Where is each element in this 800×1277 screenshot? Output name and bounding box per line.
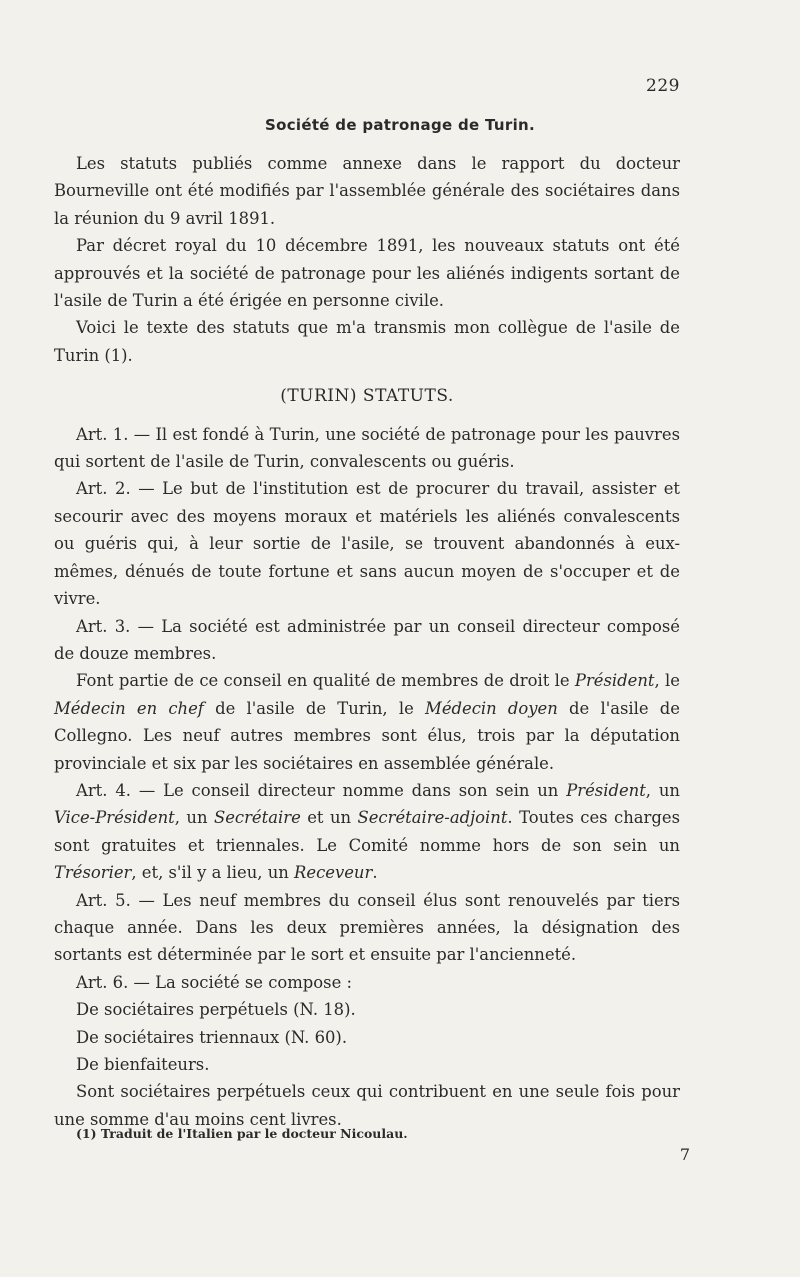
text-run: , le xyxy=(654,671,680,691)
role-tresorier: Trésorier xyxy=(54,863,132,883)
text-run: de l'asile de Collegno. Les neuf autres membres sont élus, trois par la députation provinciale et six par les sociétaires en assemblée générale. xyxy=(54,698,680,773)
article-1: Art. 1. — Il est fondé à Turin, une société de patronage pour les pauvres qui sortent de l'asile de Turin, convalescents ou guéris. xyxy=(54,424,680,472)
text-run: , un xyxy=(174,808,214,828)
intro-paragraph-2: Par décret royal du 10 décembre 1891, les nouveaux statuts ont été approuvés et la société de patronage pour les aliénés indigents sortant de l'asile de Turin a été érigée en personne civile. xyxy=(54,236,680,311)
article-2: Art. 2. — Le but de l'institution est de procurer du travail, assister et secourir avec des moyens moraux et matériels les aliénés convalescents ou guéris qui, à leur sortie de l'asile, se trouvent abandonnés à eux-mêmes, dénués de toute fortune et sans aucun moyen de s'occuper et de vivre. xyxy=(54,479,680,609)
article-3: Art. 3. — La société est administrée par un conseil directeur composé de douze membres. xyxy=(54,616,680,663)
article-6-item: De sociétaires triennaux (N. 60). xyxy=(76,1027,348,1047)
intro-paragraph-1: Les statuts publiés comme annexe dans le rapport du docteur Bourneville ont été modifiés par l'assemblée générale des sociétaires dans la réunion du 9 avril 1891. xyxy=(54,154,680,228)
article-5: Art. 5. — Les neuf membres du conseil élus sont renouvelés par tiers chaque année. Dans les deux premières années, la désignation des sortants est déterminée par le sort et ensuite par l'ancienneté. xyxy=(54,890,680,965)
body-text xyxy=(54,150,680,1133)
text-run: . Toutes ces charges sont gratuites et triennales. Le Comité nomme hors de son sein un xyxy=(54,808,680,855)
article-6: Art. 6. — La société se compose : xyxy=(76,972,353,992)
role-medecin-chef: Médecin en chef xyxy=(54,698,204,718)
role-president: Président xyxy=(574,671,655,691)
article-6-item: De sociétaires perpétuels (N. 18). xyxy=(76,1000,356,1020)
text-run: . xyxy=(372,863,378,883)
text-run: et un xyxy=(300,808,358,828)
text-run: Font partie de ce conseil en qualité de membres de droit le xyxy=(76,671,575,691)
role-secretaire: Secrétaire xyxy=(213,808,301,828)
role-vice-president: Vice-Président xyxy=(54,808,175,828)
text-run: de l'asile de Turin, le xyxy=(203,698,426,718)
article-6-conclusion: Sont sociétaires perpétuels ceux qui contribuent en une seule fois pour une somme d'au moins cent livres. xyxy=(54,1082,680,1129)
footnote: (1) Traduit de l'Italien par le docteur Nicoulau. xyxy=(76,1126,408,1141)
section-heading: (TURIN) STATUTS. xyxy=(280,386,454,407)
role-medecin-doyen: Médecin doyen xyxy=(425,698,558,718)
page-number: 229 xyxy=(646,76,680,96)
article-4 xyxy=(54,777,680,887)
article-3-composition xyxy=(54,667,680,777)
text-run: , un xyxy=(645,780,680,800)
role-president: Président xyxy=(566,780,646,800)
role-secretaire-adjoint: Secrétaire-adjoint xyxy=(357,808,508,828)
signature-mark: 7 xyxy=(679,1145,690,1164)
text-run: , et, s'il y a lieu, un xyxy=(131,863,295,883)
article-6-item: De bienfaiteurs. xyxy=(76,1055,210,1074)
intro-paragraph-3: Voici le texte des statuts que m'a transmis mon collègue de l'asile de Turin (1). xyxy=(54,318,680,365)
page-title: Société de patronage de Turin. xyxy=(265,116,535,134)
role-receveur: Receveur xyxy=(294,863,373,883)
text-run: Art. 4. — Le conseil directeur nomme dans son sein un xyxy=(76,780,567,800)
